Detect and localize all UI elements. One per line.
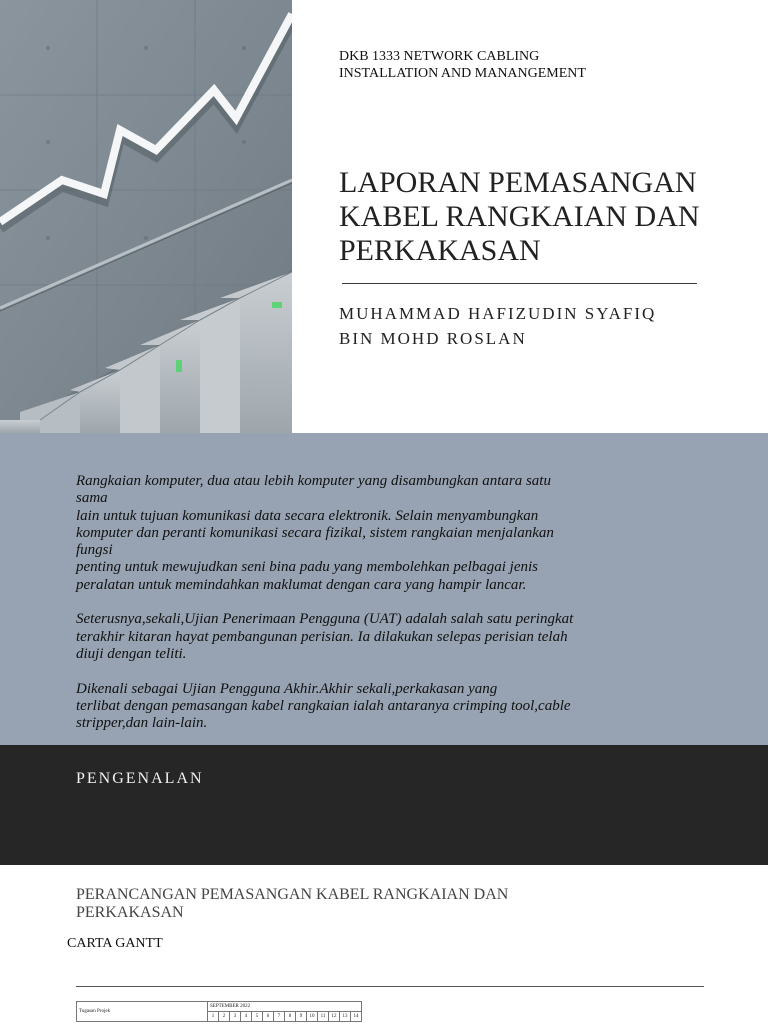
course-code [339, 48, 739, 82]
gantt-day: 10 [307, 1012, 318, 1022]
gantt-day: 6 [263, 1012, 274, 1022]
gantt-day: 7 [274, 1012, 285, 1022]
gantt-day: 14 [351, 1012, 362, 1022]
planning-heading [76, 886, 596, 922]
intro-line: terlibat dengan pemasangan kabel rangkaian ialah antaranya crimping tool,cable [76, 697, 571, 714]
intro-line: penting untuk mewujudkan seni bina padu yang membolehkan pelbagai jenis [76, 559, 539, 576]
course-line-1: DKB 1333 NETWORK CABLING [339, 49, 540, 64]
section-band [0, 745, 768, 865]
author-line: BIN MOHD ROSLAN [339, 329, 527, 348]
title-divider [342, 283, 697, 284]
gantt-header-row [77, 1002, 362, 1012]
gantt-month-header: SEPTEMBER 2022 [208, 1002, 362, 1012]
intro-line: lain untuk tujuan komunikasi data secara elektronik. Selain menyambungkan [76, 507, 539, 524]
title-line: KABEL RANGKAIAN DAN [339, 200, 700, 233]
intro-line: Dikenali sebagai Ujian Pengguna Akhir.Akhir sekali,perkakasan yang [76, 680, 498, 697]
gantt-day: 13 [340, 1012, 351, 1022]
report-title [339, 166, 749, 268]
gantt-day: 8 [285, 1012, 296, 1022]
gantt-day: 4 [241, 1012, 252, 1022]
planning-heading-line: PERKAKASAN [76, 904, 184, 921]
gantt-task-header: Tugasan Projek [77, 1002, 208, 1022]
intro-line: Rangkaian komputer, dua atau lebih komputer yang disambungkan antara satu [76, 473, 551, 489]
paragraph-gap [76, 663, 716, 680]
cover-hero-image [0, 0, 292, 433]
gantt-table [76, 1001, 362, 1022]
intro-text [76, 473, 716, 732]
paragraph-gap [76, 594, 716, 611]
gantt-day: 5 [252, 1012, 263, 1022]
author-line: MUHAMMAD HAFIZUDIN SYAFIQ [339, 304, 657, 323]
section-divider [76, 986, 704, 987]
planning-heading-line: PERANCANGAN PEMASANGAN KABEL RANGKAIAN DAN [76, 886, 509, 903]
gantt-day: 1 [208, 1012, 219, 1022]
section-heading: PENGENALAN [76, 770, 204, 787]
intro-line: fungsi [76, 542, 113, 559]
gantt-day: 11 [318, 1012, 329, 1022]
title-line: PERKAKASAN [339, 234, 541, 267]
intro-line: diuji dengan teliti. [76, 645, 187, 662]
intro-line: sama [76, 490, 108, 507]
gantt-day: 12 [329, 1012, 340, 1022]
intro-line: komputer dan peranti komunikasi secara fizikal, sistem rangkaian menjalankan [76, 524, 554, 541]
intro-line: stripper,dan lain-lain. [76, 715, 208, 732]
course-line-2: INSTALLATION AND MANANGEMENT [339, 66, 586, 81]
intro-line: terakhir kitaran hayat pembangunan perisian. Ia dilakukan selepas perisian telah [76, 628, 568, 645]
gantt-day: 3 [230, 1012, 241, 1022]
gantt-chart-label: CARTA GANTT [67, 936, 163, 951]
intro-line: Seterusnya,sekali,Ujian Penerimaan Pengguna (UAT) adalah salah satu peringkat [76, 611, 574, 628]
intro-line: peralatan untuk memindahkan maklumat dengan cara yang hampir lancar. [76, 576, 527, 593]
author-name [339, 301, 749, 351]
gantt-day: 2 [219, 1012, 230, 1022]
title-line: LAPORAN PEMASANGAN [339, 166, 697, 199]
gantt-day: 9 [296, 1012, 307, 1022]
